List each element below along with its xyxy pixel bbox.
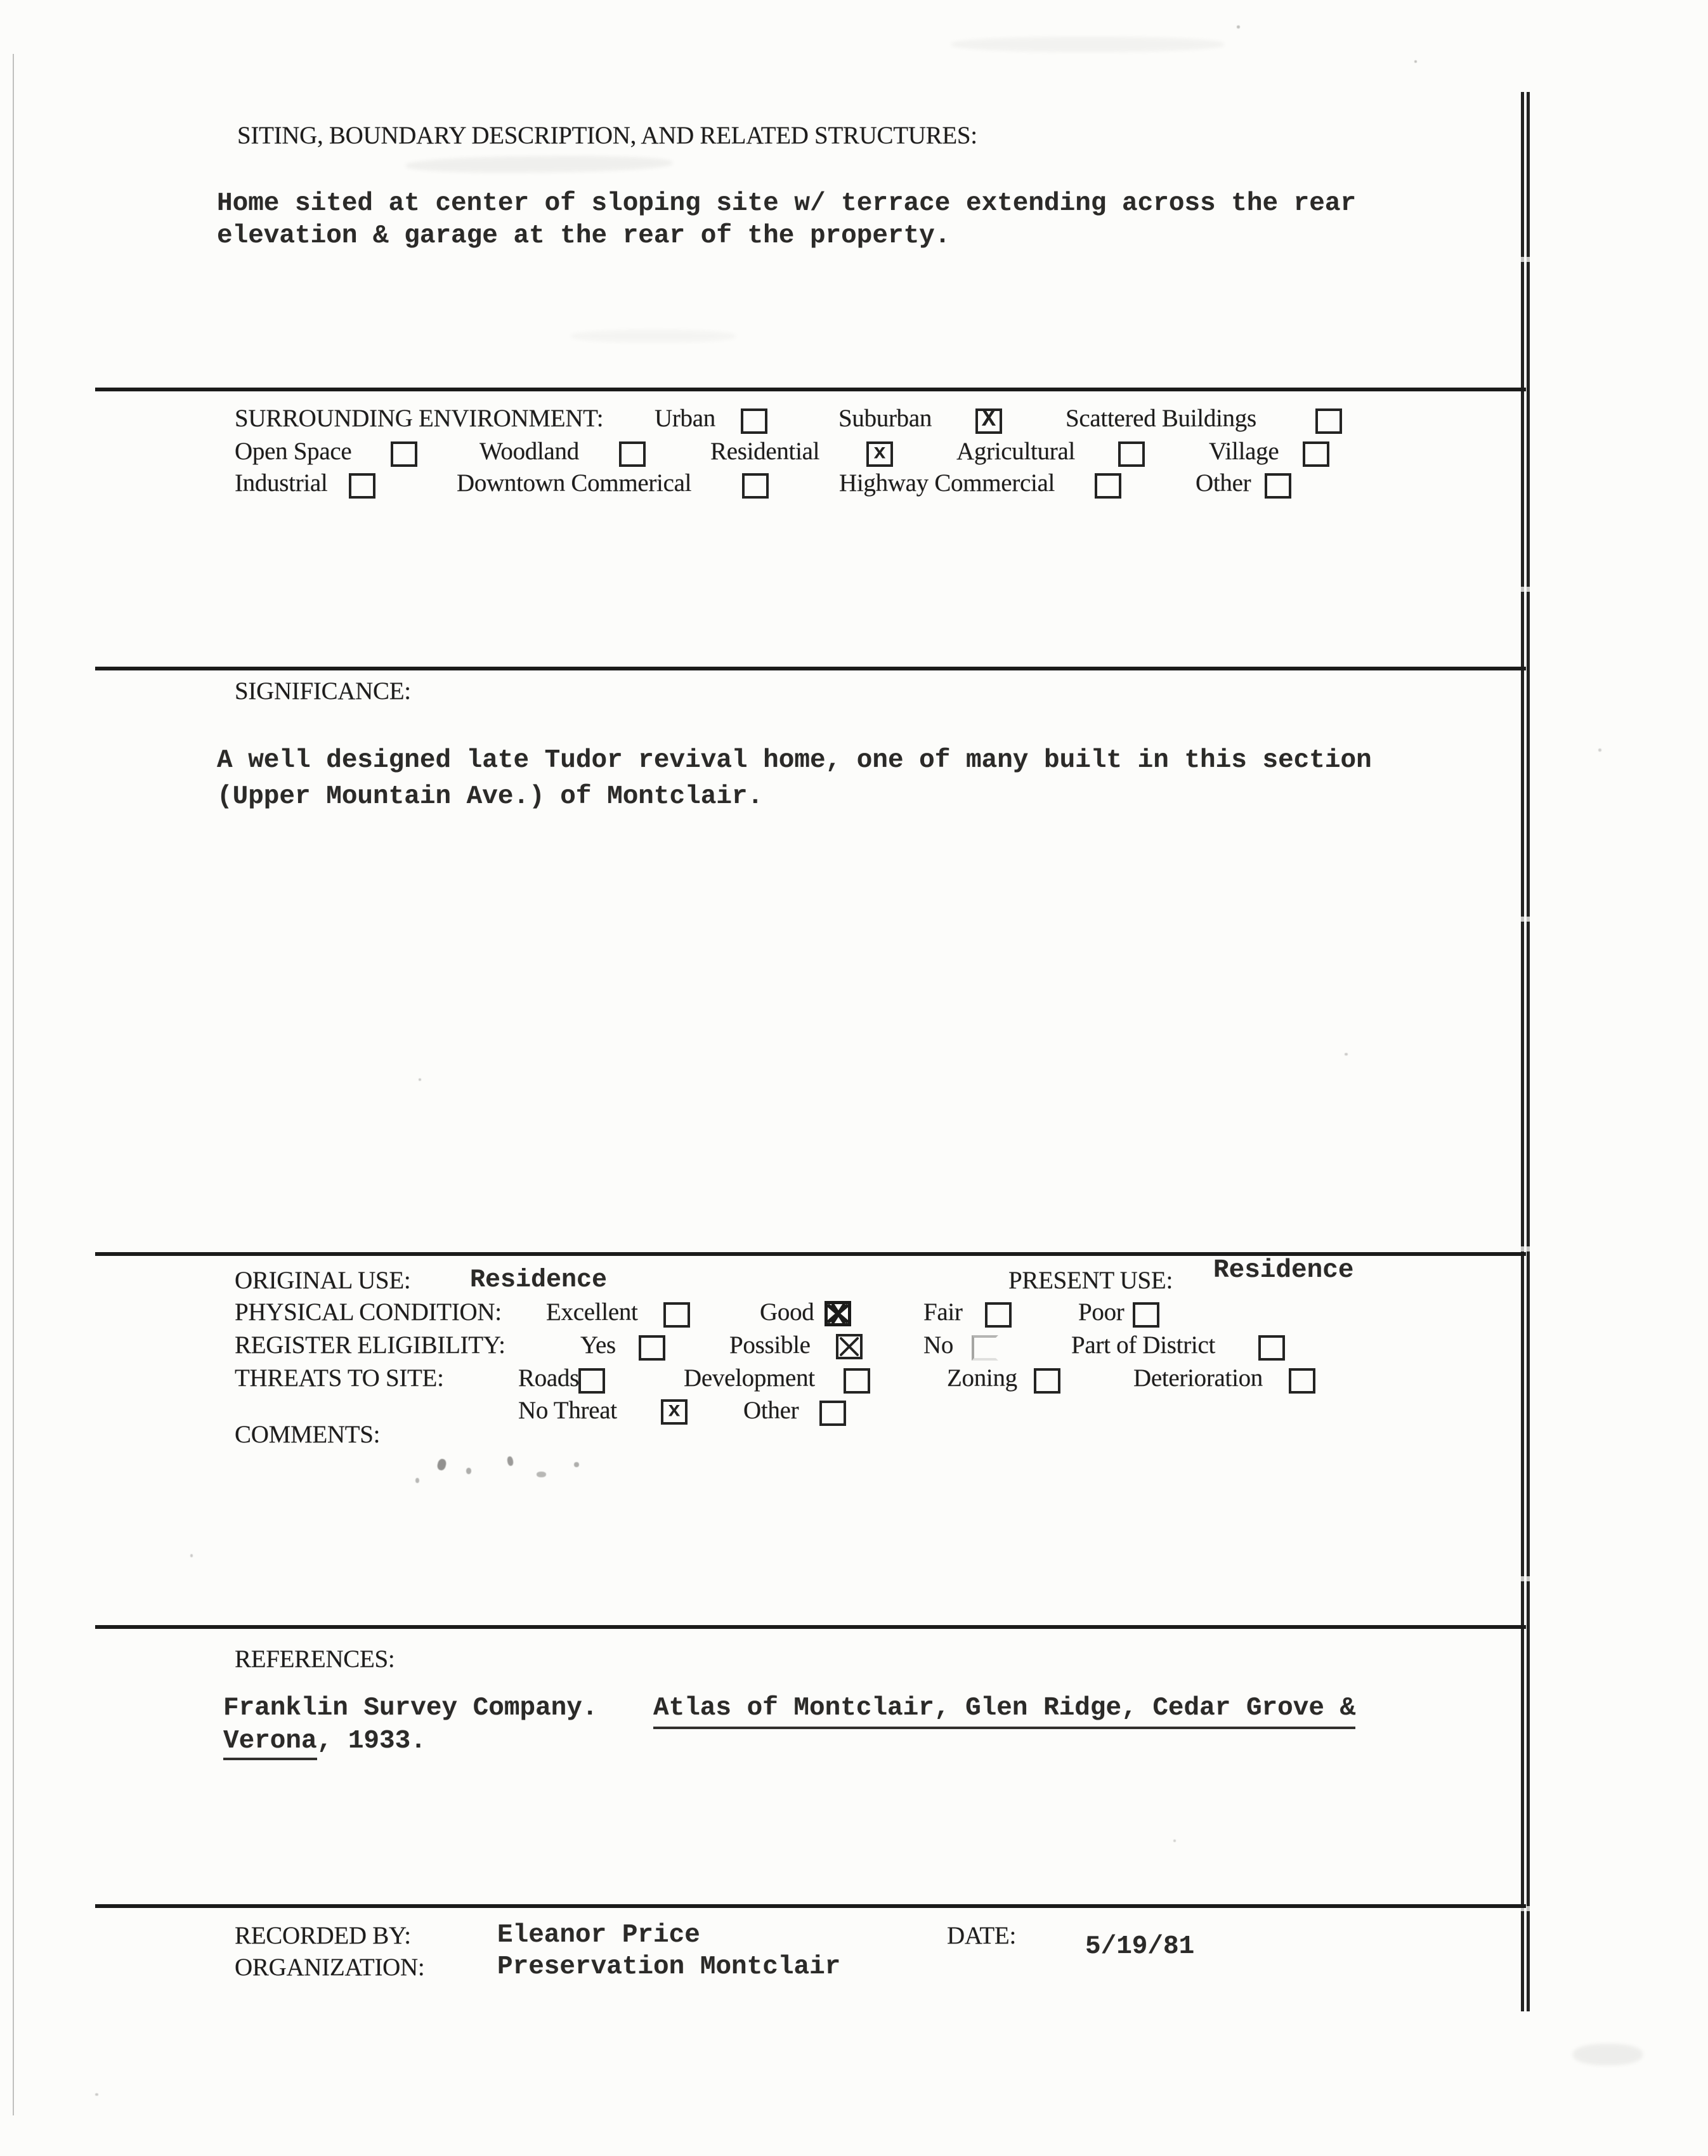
scan-noise-speck xyxy=(190,1554,193,1557)
scan-noise-speck xyxy=(537,1472,546,1477)
surrounding-option-village-label: Village xyxy=(1209,438,1279,465)
surrounding-option-highway-commercial-label: Highway Commercial xyxy=(839,469,1055,497)
physical-condition-label: PHYSICAL CONDITION: xyxy=(235,1298,502,1326)
scan-edge-line xyxy=(13,54,14,2115)
surrounding-option-woodland-checkbox xyxy=(619,441,646,467)
threat-roads-label: Roads xyxy=(518,1364,580,1392)
scan-noise-speck xyxy=(1598,748,1601,752)
surrounding-option-village-checkbox xyxy=(1303,441,1329,467)
references-heading: REFERENCES: xyxy=(235,1645,395,1673)
recorded-by-label: RECORDED BY: xyxy=(235,1922,411,1949)
condition-fair-label: Fair xyxy=(923,1298,963,1326)
section-divider-2 xyxy=(95,667,1526,670)
surrounding-option-urban-checkbox xyxy=(741,408,767,434)
comments-label: COMMENTS: xyxy=(235,1421,381,1448)
eligibility-possible-label: Possible xyxy=(729,1331,811,1359)
threats-label: THREATS TO SITE: xyxy=(235,1364,444,1392)
scan-noise-speck xyxy=(95,2093,98,2096)
scan-noise-speck xyxy=(1345,1053,1348,1055)
surrounding-option-other-label: Other xyxy=(1196,469,1251,497)
siting-body-line1: Home sited at center of sloping site w/ terrace extending across the rear xyxy=(217,189,1357,218)
organization-label: ORGANIZATION: xyxy=(235,1954,425,1981)
surrounding-option-urban-label: Urban xyxy=(655,405,715,432)
eligibility-yes-label: Yes xyxy=(580,1331,616,1359)
surrounding-option-open-space-label: Open Space xyxy=(235,438,352,465)
threat-roads-checkbox xyxy=(578,1368,605,1394)
recorded-by-value: Eleanor Price xyxy=(497,1921,700,1950)
surrounding-option-agricultural-checkbox xyxy=(1118,441,1145,467)
condition-good-label: Good xyxy=(760,1298,814,1326)
condition-poor-checkbox xyxy=(1133,1302,1159,1328)
surrounding-option-scattered-buildings-checkbox xyxy=(1315,408,1342,434)
threat-development-label: Development xyxy=(684,1364,815,1392)
section-divider-5 xyxy=(95,1904,1526,1908)
reference-year: , 1933. xyxy=(316,1727,426,1756)
reference-title-underlined-word: Verona xyxy=(223,1727,317,1760)
present-use-label: PRESENT USE: xyxy=(1008,1267,1173,1294)
surrounding-option-downtown-commercial-label: Downtown Commerical xyxy=(457,469,692,497)
threat-zoning-checkbox xyxy=(1034,1368,1060,1394)
original-use-value: Residence xyxy=(470,1266,608,1295)
surrounding-option-woodland-label: Woodland xyxy=(479,438,579,465)
surrounding-option-industrial-label: Industrial xyxy=(235,469,328,497)
scan-noise-speck xyxy=(1237,25,1240,29)
surrounding-option-scattered-buildings-label: Scattered Buildings xyxy=(1066,405,1256,432)
scan-noise-smudge xyxy=(571,330,736,343)
threat-deterioration-label: Deterioration xyxy=(1133,1364,1263,1392)
surrounding-option-industrial-checkbox xyxy=(349,473,375,499)
surrounding-option-residential-label: Residential xyxy=(710,438,820,465)
threat-other-label: Other xyxy=(743,1397,799,1424)
significance-body-line1: A well designed late Tudor revival home, one of many built in this section xyxy=(217,746,1372,775)
scan-noise-speck xyxy=(574,1462,579,1467)
threat-zoning-label: Zoning xyxy=(947,1364,1017,1392)
surrounding-option-other-checkbox xyxy=(1265,473,1291,499)
condition-fair-checkbox xyxy=(985,1302,1012,1328)
eligibility-yes-checkbox xyxy=(639,1335,665,1361)
section-divider-4 xyxy=(95,1625,1526,1629)
section-divider-1 xyxy=(95,388,1526,391)
significance-body-line2: (Upper Mountain Ave.) of Montclair. xyxy=(217,782,764,811)
condition-excellent-label: Excellent xyxy=(546,1298,638,1326)
threat-no-threat-checkbox xyxy=(661,1399,688,1425)
eligibility-no-checkbox xyxy=(972,1335,998,1361)
surrounding-option-suburban-label: Suburban xyxy=(838,405,932,432)
present-use-value: Residence xyxy=(1213,1256,1354,1285)
eligibility-no-label: No xyxy=(923,1331,954,1359)
threat-other-checkbox xyxy=(819,1401,846,1426)
scan-noise-speck xyxy=(1414,60,1417,63)
residential-check-mark: x xyxy=(873,441,886,465)
right-border-line-outer xyxy=(1521,92,1524,2011)
surrounding-option-suburban-checkbox xyxy=(975,408,1002,434)
siting-heading: SITING, BOUNDARY DESCRIPTION, AND RELATED STRUCTURES: xyxy=(237,122,977,149)
surrounding-option-agricultural-label: Agricultural xyxy=(956,438,1076,465)
right-border-line-inner xyxy=(1527,92,1530,2011)
organization-value: Preservation Montclair xyxy=(497,1952,841,1982)
scan-noise-speck xyxy=(436,1458,447,1472)
scan-noise-smudge xyxy=(406,155,672,174)
siting-body-line2: elevation & garage at the rear of the property. xyxy=(217,221,951,251)
surrounding-option-highway-commercial-checkbox xyxy=(1095,473,1121,499)
scan-noise-speck xyxy=(419,1078,421,1081)
no-threat-check-mark: x xyxy=(668,1399,681,1423)
scan-noise-speck xyxy=(415,1478,419,1483)
surrounding-option-open-space-checkbox xyxy=(391,441,417,467)
reference-title-line1: Atlas of Montclair, Glen Ridge, Cedar Grove & xyxy=(653,1692,1355,1729)
suburban-check-mark: X xyxy=(981,406,996,433)
threat-development-checkbox xyxy=(844,1368,870,1394)
scan-noise-speck xyxy=(1173,1839,1176,1842)
surrounding-option-downtown-commercial-checkbox xyxy=(742,473,769,499)
scan-noise-smudge xyxy=(951,37,1224,52)
surrounding-option-residential-checkbox xyxy=(866,441,893,467)
threat-no-threat-label: No Threat xyxy=(518,1397,617,1424)
reference-author: Franklin Survey Company. xyxy=(223,1694,598,1723)
threat-deterioration-checkbox xyxy=(1289,1368,1315,1394)
scan-noise-speck xyxy=(507,1456,514,1466)
surrounding-heading: SURROUNDING ENVIRONMENT: xyxy=(235,405,604,432)
scan-noise-smudge xyxy=(1573,2044,1643,2065)
scan-noise-speck xyxy=(466,1468,471,1474)
condition-poor-label: Poor xyxy=(1078,1298,1125,1326)
reference-title-line2 xyxy=(223,1725,426,1758)
date-value: 5/19/81 xyxy=(1085,1932,1195,1961)
condition-good-checkbox xyxy=(825,1301,851,1326)
condition-excellent-checkbox xyxy=(663,1302,690,1328)
eligibility-possible-checkbox xyxy=(836,1334,863,1359)
date-label: DATE: xyxy=(947,1922,1016,1949)
original-use-label: ORIGINAL USE: xyxy=(235,1267,411,1294)
register-eligibility-label: REGISTER ELIGIBILITY: xyxy=(235,1331,505,1359)
eligibility-part-of-district-label: Part of District xyxy=(1071,1331,1215,1359)
significance-heading: SIGNIFICANCE: xyxy=(235,677,411,705)
eligibility-part-of-district-checkbox xyxy=(1258,1335,1285,1361)
